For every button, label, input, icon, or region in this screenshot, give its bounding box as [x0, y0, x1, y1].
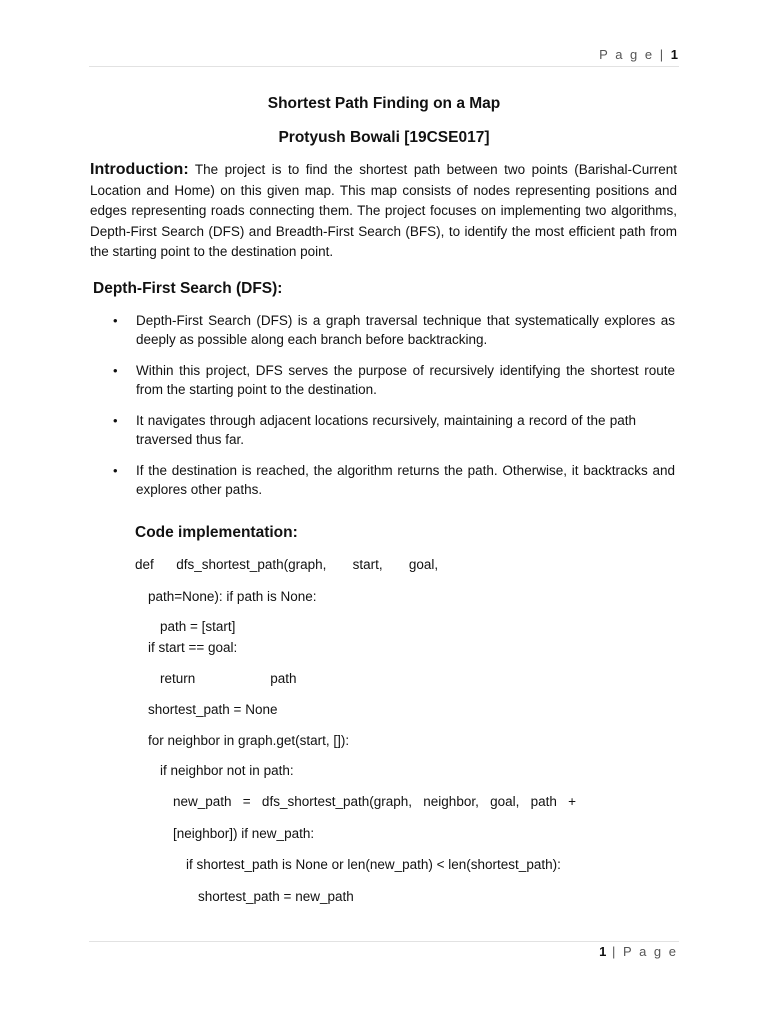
document-title: Shortest Path Finding on a Map	[267, 95, 501, 112]
header-divider	[89, 66, 679, 67]
list-item: • Within this project, DFS serves the purpose of recursively identifying the shortest route from the starting point to the destination.	[113, 361, 675, 399]
code-line: shortest_path = None	[148, 702, 278, 717]
author-line: Protyush Bowali [19CSE017]	[278, 129, 490, 146]
header-separator: |	[659, 47, 666, 62]
header-page-word: P a g e	[599, 47, 655, 62]
code-line: [neighbor]) if new_path:	[173, 826, 315, 841]
code-heading: Code implementation:	[135, 524, 298, 541]
code-line: path = [start]	[160, 619, 236, 634]
page-header	[599, 47, 678, 62]
page-footer	[599, 944, 678, 959]
intro-paragraph	[90, 160, 677, 263]
footer-page-word: P a g e	[623, 944, 678, 959]
dfs-bullet-list	[113, 311, 675, 511]
code-line: def dfs_shortest_path(graph, start, goal,	[135, 557, 439, 572]
intro-text: The project is to find the shortest path between two points (Barishal-Current Location and Home) on this given map. This map consists of nodes representing positions and edges representing roads connecting them. The project focuses on implementing two algorithms, Depth-First Search (DFS) and Breadth-First Search (BFS), to identify the most efficient path from the starting point to the destination point.	[90, 162, 677, 259]
code-line: if shortest_path is None or len(new_path) < len(shortest_path):	[186, 857, 561, 872]
intro-lead: Introduction:	[90, 161, 189, 178]
code-line: if start == goal:	[148, 640, 238, 655]
code-line: return path	[160, 671, 297, 686]
code-line: shortest_path = new_path	[198, 889, 354, 904]
footer-divider	[89, 941, 679, 942]
list-item: • It navigates through adjacent locations recursively, maintaining a record of the path traversed thus far.	[113, 411, 636, 449]
code-line: if neighbor not in path:	[160, 763, 294, 778]
code-line: for neighbor in graph.get(start, []):	[148, 733, 350, 748]
dfs-heading: Depth-First Search (DFS):	[93, 280, 283, 297]
list-item: • If the destination is reached, the algorithm returns the path. Otherwise, it backtracks and explores other paths.	[113, 461, 675, 499]
code-line: path=None): if path is None:	[148, 589, 317, 604]
code-line: new_path = dfs_shortest_path(graph, neighbor, goal, path +	[173, 794, 577, 809]
header-page-number: 1	[670, 47, 678, 62]
footer-separator: |	[612, 944, 618, 959]
list-item: • Depth-First Search (DFS) is a graph traversal technique that systematically explores as deeply as possible along each branch before backtracking.	[113, 311, 675, 349]
footer-page-number: 1	[599, 944, 607, 959]
